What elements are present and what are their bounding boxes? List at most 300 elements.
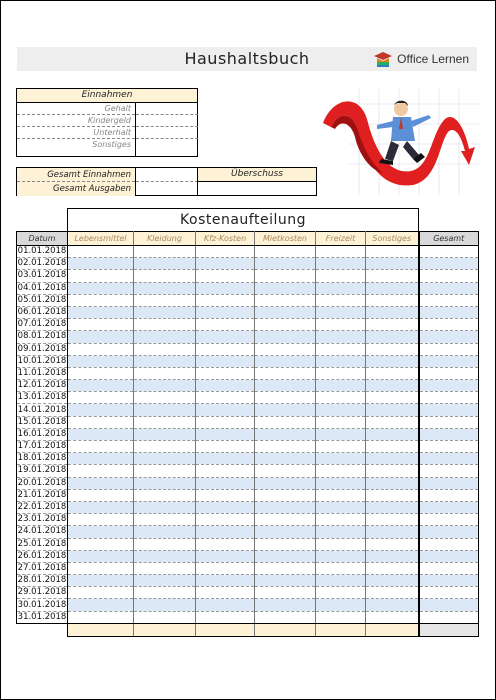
cost-cell[interactable] [196,306,255,318]
cost-cell[interactable] [366,392,419,404]
cost-cell[interactable] [68,270,134,282]
cost-cell[interactable] [366,270,419,282]
cost-cell[interactable] [316,501,366,513]
cost-table [16,231,479,637]
cost-cell[interactable] [134,526,196,538]
date-cell: 06.01.2018 [17,307,67,318]
cost-cell[interactable] [68,587,134,599]
table-row [17,453,479,465]
cost-cell[interactable] [68,599,134,611]
cost-cell[interactable] [255,477,316,489]
cost-cell[interactable] [196,477,255,489]
table-row [17,428,479,440]
table-row [17,538,479,550]
cost-cell[interactable] [134,306,196,318]
cost-cell[interactable] [196,355,255,367]
cost-cell[interactable] [316,611,366,623]
cost-cell[interactable] [134,575,196,587]
date-cell: 10.01.2018 [17,355,67,366]
cost-cell[interactable] [366,246,419,258]
cost-cell[interactable] [366,355,419,367]
cost-cell[interactable] [196,465,255,477]
cost-cell[interactable] [196,501,255,513]
cost-cell[interactable] [134,246,196,258]
cost-cell[interactable] [68,380,134,392]
total-cell [419,416,479,428]
cost-cell[interactable] [134,428,196,440]
cost-cell[interactable] [68,489,134,501]
cost-cell[interactable] [134,441,196,453]
surplus-value-cell[interactable] [198,182,316,196]
cost-table-body [17,246,479,637]
cost-cell[interactable] [366,380,419,392]
cost-cell[interactable] [316,562,366,574]
income-label: Kindergeld [17,114,135,126]
cost-cell[interactable] [316,246,366,258]
total-cell [419,550,479,562]
table-row [17,416,479,428]
column-header-leisure: Freizeit [316,232,366,246]
cost-cell[interactable] [366,404,419,416]
date-cell: 07.01.2018 [17,319,67,330]
cost-cell[interactable] [366,477,419,489]
cost-cell[interactable] [316,477,366,489]
date-cell: 04.01.2018 [17,282,67,293]
cost-cell[interactable] [196,282,255,294]
cost-cell[interactable] [366,416,419,428]
date-cell: 31.01.2018 [17,611,67,622]
cost-cell[interactable] [316,367,366,379]
cost-cell[interactable] [134,599,196,611]
cost-cell[interactable] [366,294,419,306]
total-cell [419,575,479,587]
table-row [17,380,479,392]
cost-cell[interactable] [68,477,134,489]
table-row [17,441,479,453]
cost-cell[interactable] [255,562,316,574]
date-cell: 22.01.2018 [17,502,67,513]
total-cell [419,477,479,489]
cost-cell[interactable] [196,441,255,453]
cost-cell[interactable] [134,331,196,343]
date-cell: 11.01.2018 [17,367,67,378]
cost-cell[interactable] [316,392,366,404]
date-cell: 02.01.2018 [17,258,67,269]
title-bar [17,47,477,71]
cost-cell[interactable] [316,453,366,465]
cost-cell[interactable] [366,514,419,526]
cost-cell[interactable] [316,465,366,477]
column-sum-cell [196,623,255,636]
brand-name: Office Lernen [397,52,469,66]
cost-cell[interactable] [255,599,316,611]
cost-cell[interactable] [316,282,366,294]
cost-cell[interactable] [255,258,316,270]
cost-cell[interactable] [68,538,134,550]
cost-cell[interactable] [316,343,366,355]
date-cell: 05.01.2018 [17,294,67,305]
income-value-cell[interactable] [136,126,198,138]
table-row [17,599,479,611]
cost-cell[interactable] [196,428,255,440]
cost-cell[interactable] [134,453,196,465]
total-cell [419,367,479,379]
cost-cell[interactable] [366,465,419,477]
cost-cell[interactable] [255,246,316,258]
income-box [16,88,198,157]
cost-cell[interactable] [196,416,255,428]
cost-cell[interactable] [255,270,316,282]
cost-cell[interactable] [68,550,134,562]
cost-cell[interactable] [196,404,255,416]
cost-cell[interactable] [255,404,316,416]
date-cell: 16.01.2018 [17,428,67,439]
table-row [17,343,479,355]
cost-cell[interactable] [366,611,419,623]
total-cell [419,428,479,440]
table-row [17,562,479,574]
cost-cell[interactable] [316,270,366,282]
cost-cell[interactable] [68,501,134,513]
column-header-date: Datum [17,232,68,246]
total-cell [419,258,479,270]
cost-cell[interactable] [134,477,196,489]
cost-cell[interactable] [196,575,255,587]
cost-cell[interactable] [68,441,134,453]
cost-cell[interactable] [68,404,134,416]
totals-value-cell[interactable] [135,168,198,195]
cost-cell[interactable] [196,453,255,465]
cost-cell[interactable] [255,550,316,562]
cost-cell[interactable] [366,550,419,562]
total-cell [419,380,479,392]
cost-cell[interactable] [68,319,134,331]
cost-cell[interactable] [366,306,419,318]
cost-cell[interactable] [255,514,316,526]
cost-cell[interactable] [255,501,316,513]
cost-cell[interactable] [255,587,316,599]
cost-cell[interactable] [196,489,255,501]
cost-cell[interactable] [255,392,316,404]
cost-cell[interactable] [196,246,255,258]
cost-cell[interactable] [68,392,134,404]
table-row [17,477,479,489]
cost-cell[interactable] [68,331,134,343]
column-header-total: Gesamt [419,232,479,246]
table-row [17,514,479,526]
column-header-rent: Mietkosten [255,232,316,246]
cost-cell[interactable] [196,380,255,392]
total-cell [419,489,479,501]
cost-cell[interactable] [196,562,255,574]
cost-cell[interactable] [316,526,366,538]
cost-cell[interactable] [316,416,366,428]
table-row [17,355,479,367]
table-row [17,404,479,416]
cost-cell[interactable] [196,343,255,355]
cost-cell[interactable] [196,550,255,562]
cost-cell[interactable] [366,428,419,440]
cost-cell[interactable] [366,501,419,513]
table-row [17,526,479,538]
date-cell: 28.01.2018 [17,575,67,586]
total-cell [419,270,479,282]
total-cell [419,501,479,513]
date-cell: 27.01.2018 [17,562,67,573]
cost-breakdown-title: Kostenaufteilung [67,208,419,231]
cost-cell[interactable] [255,282,316,294]
table-row [17,282,479,294]
table-row [17,258,479,270]
cost-table-header [17,232,479,246]
cost-cell[interactable] [134,562,196,574]
cost-cell[interactable] [255,294,316,306]
cost-cell[interactable] [366,367,419,379]
date-cell: 17.01.2018 [17,441,67,452]
cost-cell[interactable] [316,575,366,587]
cost-cell[interactable] [68,428,134,440]
cost-cell[interactable] [255,611,316,623]
income-labels [17,103,135,150]
cost-cell[interactable] [255,453,316,465]
income-value-cell[interactable] [136,114,198,126]
table-row [17,465,479,477]
table-row [17,575,479,587]
cost-cell[interactable] [134,343,196,355]
totals-box [16,167,198,196]
total-cell [419,526,479,538]
cost-cell[interactable] [134,294,196,306]
brand-logo [373,50,469,68]
cost-cell[interactable] [316,599,366,611]
cost-cell[interactable] [68,343,134,355]
total-cell [419,441,479,453]
income-label: Unterhalt [17,126,135,138]
cost-cell[interactable] [196,294,255,306]
cost-cell[interactable] [68,575,134,587]
cost-cell[interactable] [68,611,134,623]
date-cell: 19.01.2018 [17,465,67,476]
column-header-car-costs: Kfz-Kosten [196,232,255,246]
cost-cell[interactable] [68,246,134,258]
cost-cell[interactable] [68,367,134,379]
cost-cell[interactable] [68,562,134,574]
cost-cell[interactable] [255,331,316,343]
total-cell [419,587,479,599]
cost-cell[interactable] [68,294,134,306]
cost-cell[interactable] [255,465,316,477]
cost-cell[interactable] [255,319,316,331]
date-cell: 14.01.2018 [17,404,67,415]
cost-cell[interactable] [316,331,366,343]
cost-cell[interactable] [196,599,255,611]
cost-cell[interactable] [316,489,366,501]
total-cell [419,282,479,294]
cost-cell[interactable] [68,306,134,318]
total-income-label: Gesamt Einnahmen [17,168,135,182]
cost-cell[interactable] [134,319,196,331]
cost-cell[interactable] [255,441,316,453]
cost-cell[interactable] [196,611,255,623]
cost-cell[interactable] [255,343,316,355]
total-expenses-label: Gesamt Ausgaben [17,182,135,196]
cost-cell[interactable] [196,331,255,343]
column-header-clothing: Kleidung [134,232,196,246]
income-label: Gehalt [104,104,131,113]
date-cell: 09.01.2018 [17,343,67,354]
cost-cell[interactable] [366,441,419,453]
cost-cell[interactable] [68,416,134,428]
cost-cell[interactable] [134,367,196,379]
cost-cell[interactable] [366,587,419,599]
cost-cell[interactable] [134,355,196,367]
cost-cell[interactable] [196,526,255,538]
cost-cell[interactable] [366,538,419,550]
businessman-arrow-illustration [319,89,479,195]
table-row [17,270,479,282]
table-row [17,331,479,343]
cost-cell[interactable] [366,599,419,611]
date-cell: 15.01.2018 [17,416,67,427]
cost-cell[interactable] [134,489,196,501]
cost-cell[interactable] [316,404,366,416]
date-cell: 29.01.2018 [17,587,67,598]
cost-cell[interactable] [316,380,366,392]
income-values [135,103,198,156]
cost-cell[interactable] [255,538,316,550]
cost-cell[interactable] [134,501,196,513]
cost-cell[interactable] [366,258,419,270]
cost-cell[interactable] [68,514,134,526]
cost-cell[interactable] [255,367,316,379]
cost-cell[interactable] [316,538,366,550]
cost-cell[interactable] [68,282,134,294]
cost-cell[interactable] [134,611,196,623]
column-sum-cell [316,623,366,636]
cost-cell[interactable] [68,258,134,270]
table-row [17,294,479,306]
column-sum-cell [366,623,419,636]
cost-cell[interactable] [366,562,419,574]
cost-cell[interactable] [134,392,196,404]
cost-cell[interactable] [196,514,255,526]
cost-cell[interactable] [68,465,134,477]
page-title: Haushaltsbuch [184,49,310,68]
income-value-cell[interactable] [136,103,198,114]
cost-cell[interactable] [255,428,316,440]
date-cell: 03.01.2018 [17,270,67,281]
cost-cell[interactable] [316,428,366,440]
cost-cell[interactable] [366,331,419,343]
cost-cell[interactable] [316,514,366,526]
table-row [17,489,479,501]
cost-cell[interactable] [366,282,419,294]
cost-cell[interactable] [134,404,196,416]
date-cell: 24.01.2018 [17,526,67,537]
cost-cell[interactable] [366,453,419,465]
cost-cell[interactable] [134,550,196,562]
cost-cell[interactable] [196,258,255,270]
column-sum-cell [255,623,316,636]
date-cell: 26.01.2018 [17,550,67,561]
grand-total-cell [419,623,479,636]
cost-cell[interactable] [68,355,134,367]
date-cell: 18.01.2018 [17,453,67,464]
cost-cell[interactable] [316,441,366,453]
cost-cell[interactable] [196,538,255,550]
cost-cell[interactable] [255,355,316,367]
cost-cell[interactable] [134,538,196,550]
cost-cell[interactable] [366,526,419,538]
table-row [17,306,479,318]
total-cell [419,611,479,623]
cost-cell[interactable] [316,587,366,599]
column-sum-cell [134,623,196,636]
cost-cell[interactable] [316,294,366,306]
cost-cell[interactable] [316,258,366,270]
cost-cell[interactable] [196,367,255,379]
table-row [17,392,479,404]
surplus-box [197,167,317,196]
cost-cell[interactable] [316,306,366,318]
total-cell [419,465,479,477]
cost-cell[interactable] [196,319,255,331]
cost-cell[interactable] [134,416,196,428]
cost-cell[interactable] [134,380,196,392]
cost-cell[interactable] [134,514,196,526]
sum-row-spacer [17,623,68,636]
column-sum-cell [68,623,134,636]
cost-cell[interactable] [316,550,366,562]
cost-cell[interactable] [196,587,255,599]
cost-cell[interactable] [316,355,366,367]
total-cell [419,404,479,416]
cost-cell[interactable] [366,489,419,501]
cost-cell[interactable] [316,319,366,331]
surplus-header: Überschuss [198,168,316,182]
column-header-other: Sonstiges [366,232,419,246]
cost-cell[interactable] [255,416,316,428]
cost-cell[interactable] [134,282,196,294]
cost-cell[interactable] [255,575,316,587]
cost-cell[interactable] [196,270,255,282]
cost-cell[interactable] [68,526,134,538]
cost-cell[interactable] [68,453,134,465]
cost-cell[interactable] [366,319,419,331]
cost-cell[interactable] [366,343,419,355]
cost-cell[interactable] [196,392,255,404]
cost-cell[interactable] [134,270,196,282]
date-cell: 30.01.2018 [17,599,67,610]
cost-cell[interactable] [134,465,196,477]
cost-cell[interactable] [134,587,196,599]
total-cell [419,294,479,306]
date-cell: 13.01.2018 [17,392,67,403]
cost-cell[interactable] [255,380,316,392]
cost-cell[interactable] [366,575,419,587]
cost-cell[interactable] [255,306,316,318]
cost-cell[interactable] [255,489,316,501]
income-header: Einnahmen [17,89,197,103]
date-cell: 23.01.2018 [17,514,67,525]
cost-cell[interactable] [134,258,196,270]
cost-cell[interactable] [255,526,316,538]
sum-row [17,623,479,636]
table-row [17,246,479,258]
date-cell: 25.01.2018 [17,538,67,549]
date-cell: 21.01.2018 [17,489,67,500]
income-value-cell[interactable] [136,138,198,150]
